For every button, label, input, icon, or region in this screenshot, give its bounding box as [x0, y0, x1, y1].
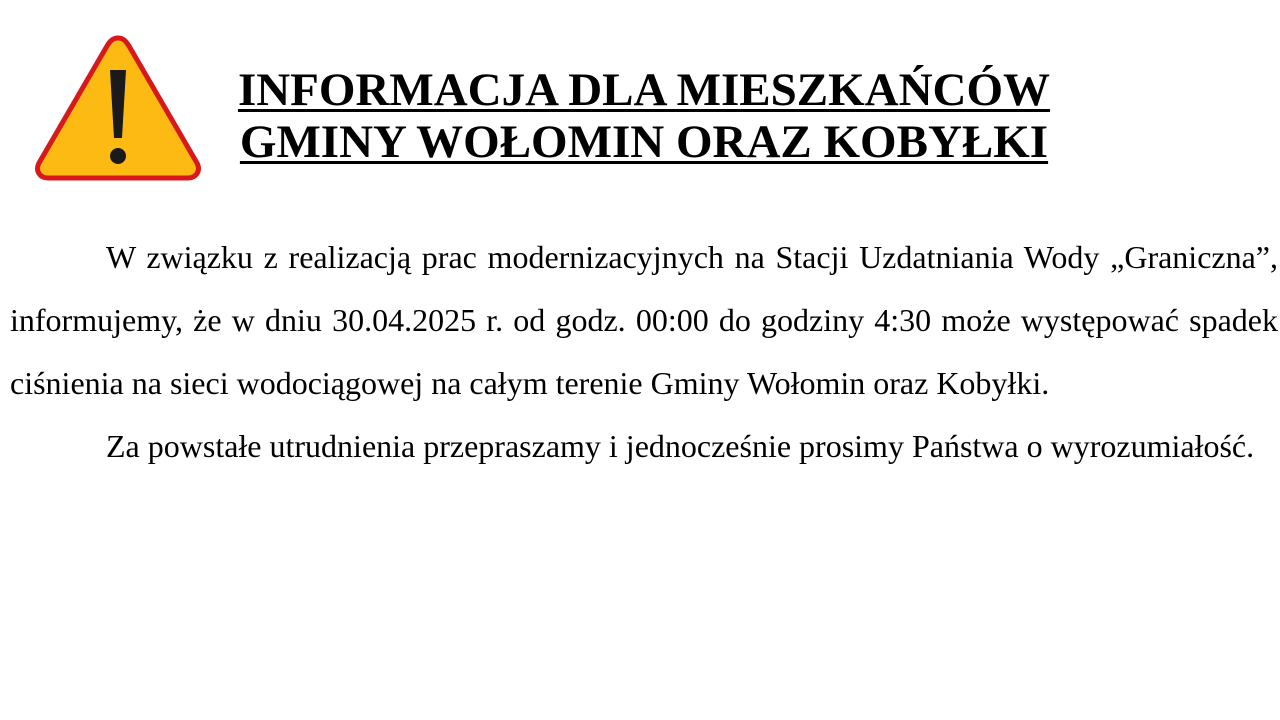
warning-triangle-icon: [34, 32, 202, 182]
notice-paragraph-1: W związku z realizacją prac modernizacyjnych na Stacji Uzdatniania Wody „Graniczna”, informujemy, że w dniu 30.04.2025 r. od godz. 00:00 do godziny 4:30 może występować spadek ciśnienia na sieci wodociągowej na całym terenie Gminy Wołomin oraz Kobyłki.: [10, 239, 1278, 401]
notice-title: [200, 64, 1088, 168]
notice-body: [10, 226, 1278, 478]
notice-title-line-2: GMINY WOŁOMIN ORAZ KOBYŁKI: [239, 116, 1049, 168]
notice-title-line-1: INFORMACJA DLA MIESZKAŃCÓW: [237, 64, 1051, 116]
notice-paragraph-2: Za powstałe utrudnienia przepraszamy i jednocześnie prosimy Państwa o wyrozumiałość.: [106, 428, 1255, 464]
exclamation-dot: [110, 148, 126, 164]
